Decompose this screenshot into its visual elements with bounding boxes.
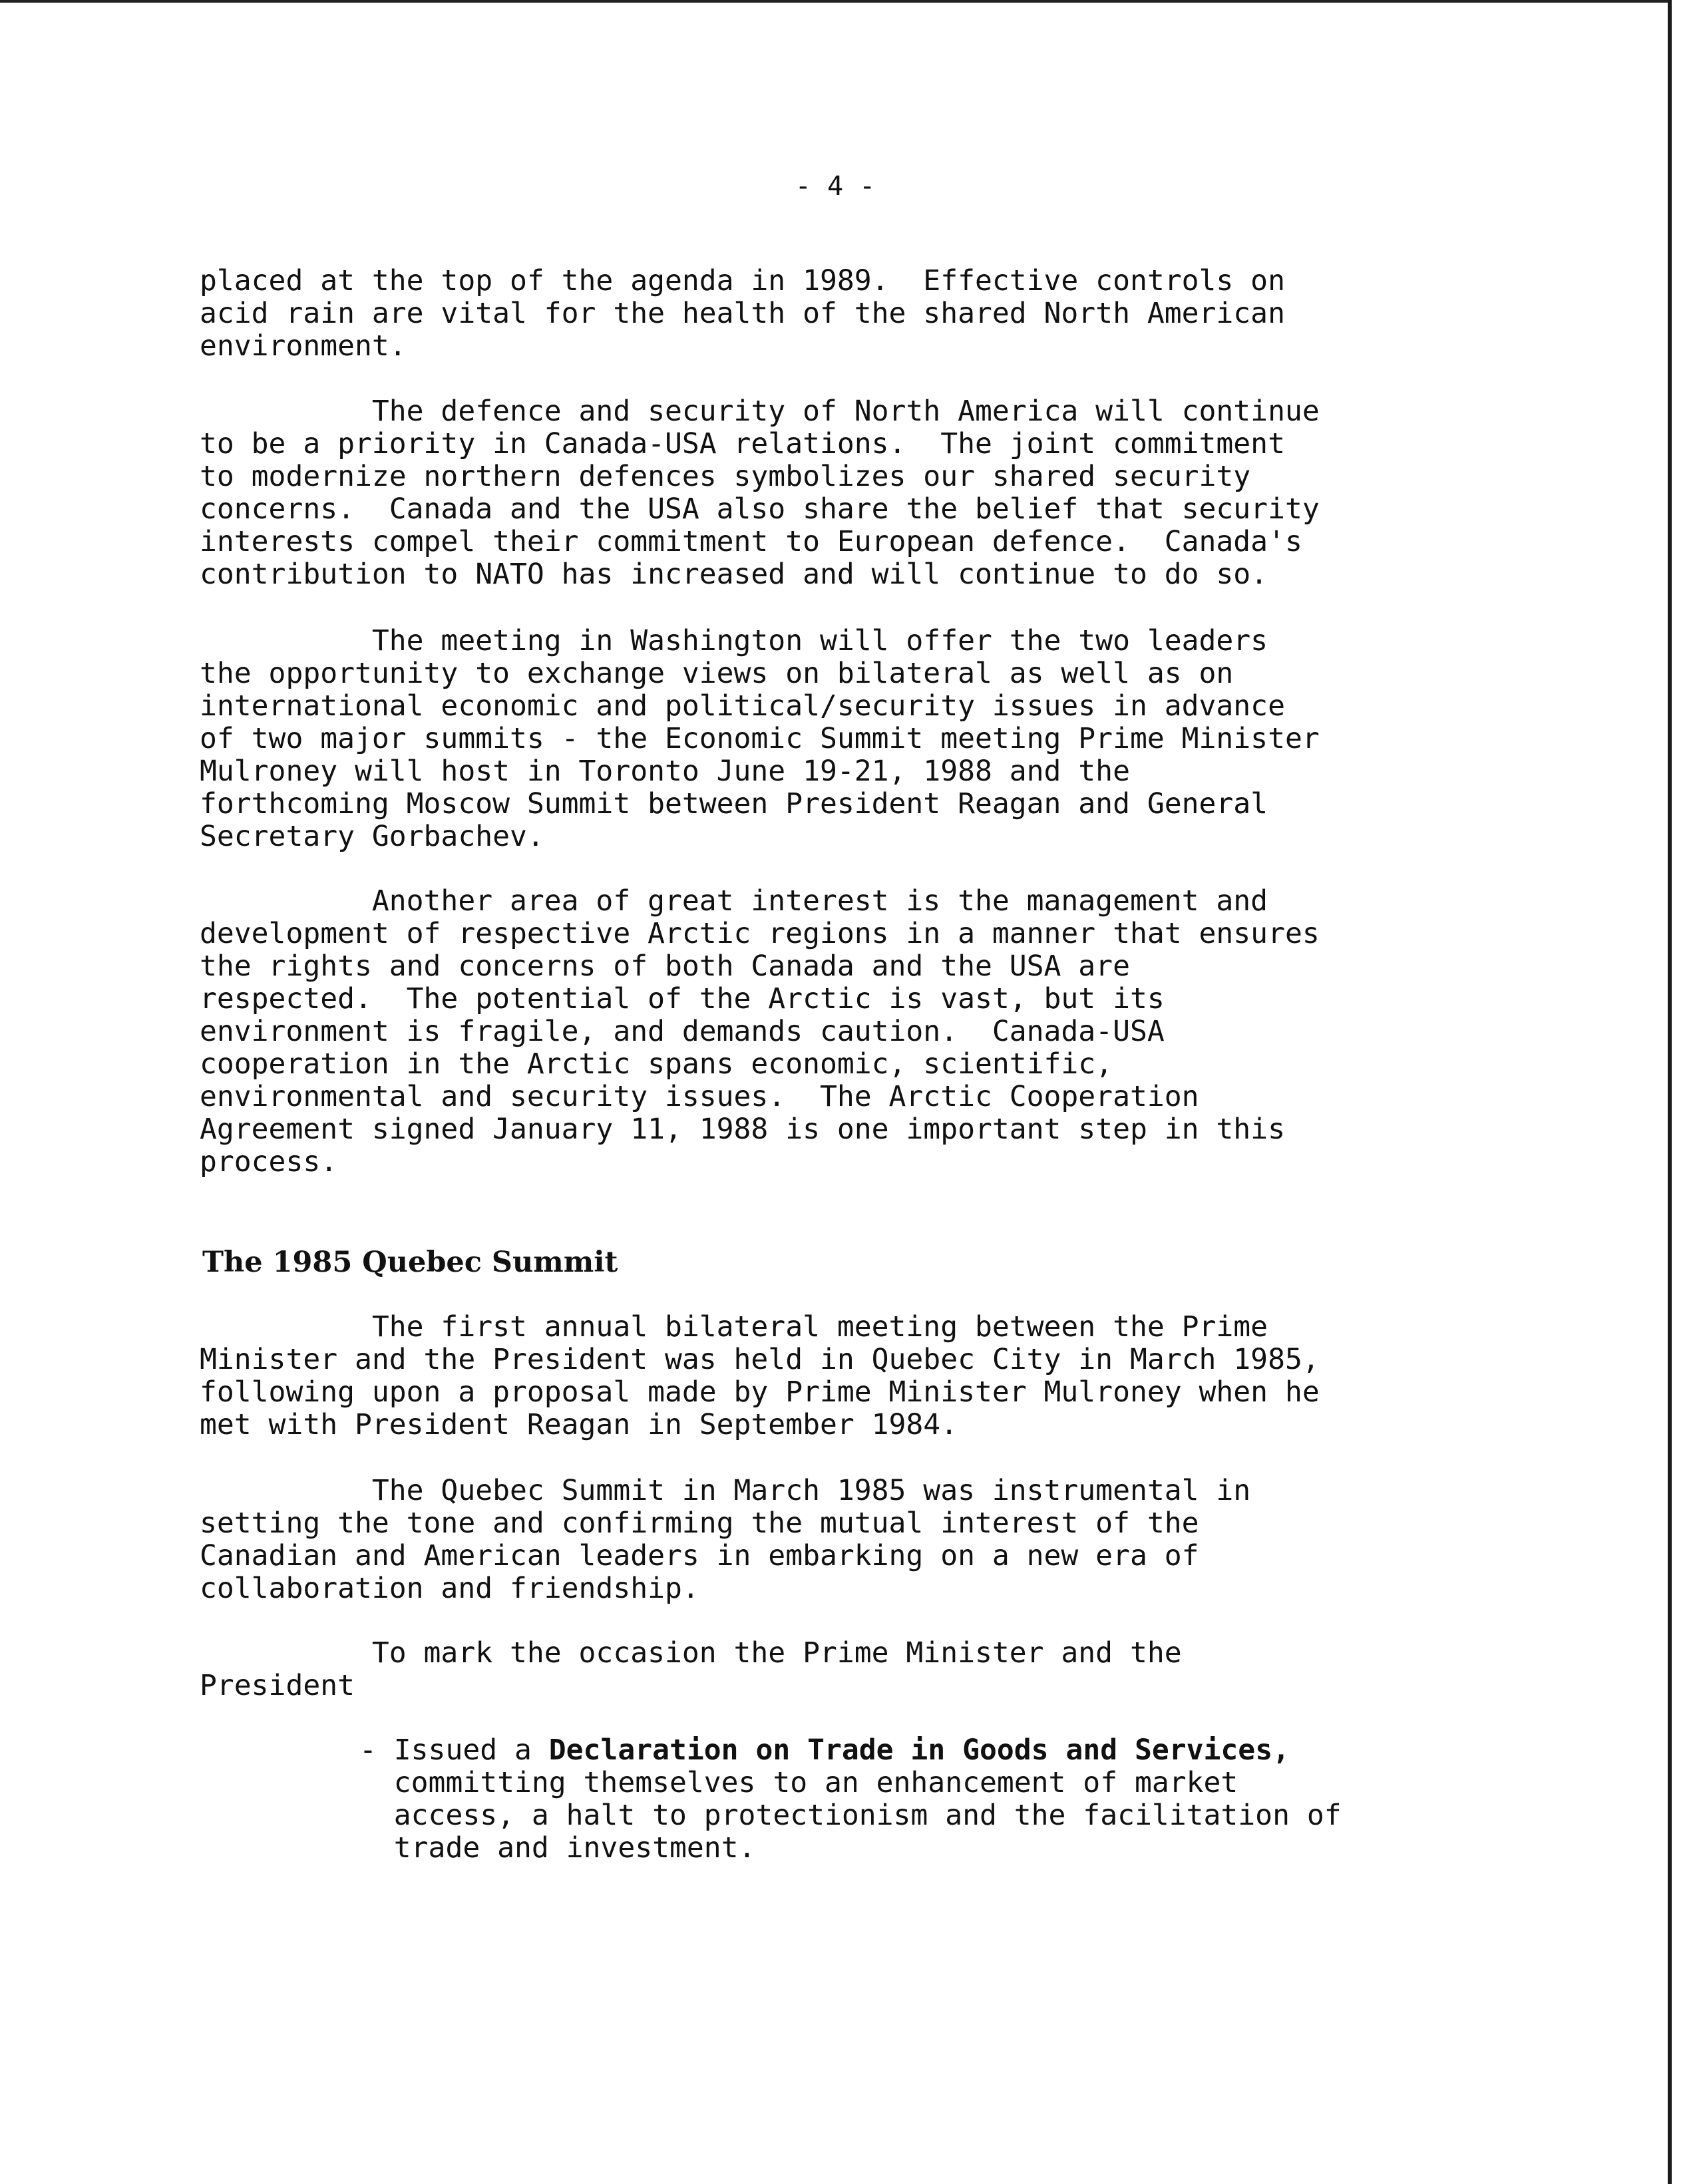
section-heading: The 1985 Quebec Summit bbox=[202, 1246, 618, 1279]
declaration-title: Declaration on Trade in Goods and Services, bbox=[548, 1733, 1290, 1767]
text-line: The first annual bilateral meeting between the Prime bbox=[200, 1310, 1268, 1344]
text-line: access, a halt to protectionism and the facilitation of bbox=[359, 1799, 1342, 1832]
text-line: Mulroney will host in Toronto June 19-21, 1988 and the bbox=[200, 755, 1130, 788]
text-line: setting the tone and confirming the mutual interest of the bbox=[200, 1507, 1199, 1540]
text-line: the rights and concerns of both Canada and the USA are bbox=[200, 950, 1130, 983]
text-line: Secretary Gorbachev. bbox=[200, 820, 544, 853]
text-line: The Quebec Summit in March 1985 was instrumental in bbox=[200, 1474, 1251, 1507]
paragraph-quebec-summit bbox=[200, 1475, 1250, 1605]
scan-edge-right bbox=[1668, 0, 1672, 2184]
text-line: acid rain are vital for the health of the shared North American bbox=[200, 297, 1285, 330]
text-line: development of respective Arctic regions in a manner that ensures bbox=[200, 917, 1320, 950]
text-line: to be a priority in Canada-USA relations. The joint commitment bbox=[200, 427, 1285, 460]
text-line: environmental and security issues. The Arctic Cooperation bbox=[200, 1080, 1199, 1113]
text-line: contribution to NATO has increased and will continue to do so. bbox=[200, 558, 1268, 591]
bullet-lead: - Issued a bbox=[359, 1733, 549, 1767]
text-line: trade and investment. bbox=[359, 1831, 756, 1865]
text-line: Another area of great interest is the management and bbox=[200, 884, 1268, 918]
text-line: environment is fragile, and demands caution. Canada-USA bbox=[200, 1015, 1165, 1048]
paragraph-first-meeting bbox=[200, 1311, 1320, 1441]
bullet-first-line bbox=[359, 1734, 1342, 1767]
text-line: of two major summits - the Economic Summit meeting Prime Minister bbox=[200, 722, 1320, 755]
text-line: Minister and the President was held in Quebec City in March 1985, bbox=[200, 1343, 1320, 1376]
paragraph-washington-meeting bbox=[200, 625, 1320, 853]
text-line: process. bbox=[200, 1145, 338, 1179]
text-line: international economic and political/security issues in advance bbox=[200, 689, 1285, 723]
paragraph-defence bbox=[200, 395, 1320, 591]
bullet-item-declaration bbox=[359, 1734, 1342, 1865]
text-line: to modernize northern defences symbolizes our shared security bbox=[200, 460, 1251, 493]
text-line: To mark the occasion the Prime Minister and the bbox=[200, 1636, 1182, 1670]
paragraph-arctic bbox=[200, 885, 1320, 1179]
text-line: placed at the top of the agenda in 1989. Effective controls on bbox=[200, 264, 1285, 297]
scan-edge-top bbox=[0, 0, 1670, 3]
page-number: - 4 - bbox=[795, 171, 876, 202]
text-line: collaboration and friendship. bbox=[200, 1572, 699, 1605]
text-line: forthcoming Moscow Summit between President Reagan and General bbox=[200, 787, 1268, 820]
text-line: Canadian and American leaders in embarking on a new era of bbox=[200, 1539, 1199, 1572]
paragraph-mark-occasion bbox=[200, 1637, 1182, 1702]
text-line: interests compel their commitment to European defence. Canada's bbox=[200, 525, 1302, 558]
text-line: respected. The potential of the Arctic is vast, but its bbox=[200, 982, 1165, 1015]
text-line: Agreement signed January 11, 1988 is one important step in this bbox=[200, 1113, 1285, 1146]
text-line: concerns. Canada and the USA also share the belief that security bbox=[200, 492, 1320, 526]
text-line: cooperation in the Arctic spans economic, scientific, bbox=[200, 1047, 1113, 1081]
text-line: committing themselves to an enhancement of market bbox=[359, 1766, 1238, 1799]
text-line: The meeting in Washington will offer the two leaders bbox=[200, 624, 1268, 657]
text-line: President bbox=[200, 1669, 355, 1702]
paragraph-acid-rain bbox=[200, 265, 1285, 363]
text-line: The defence and security of North America will continue bbox=[200, 395, 1320, 428]
text-line: following upon a proposal made by Prime Minister Mulroney when he bbox=[200, 1375, 1320, 1409]
text-line: environment. bbox=[200, 329, 407, 363]
text-line: met with President Reagan in September 1984. bbox=[200, 1408, 958, 1441]
text-line: the opportunity to exchange views on bilateral as well as on bbox=[200, 657, 1234, 690]
